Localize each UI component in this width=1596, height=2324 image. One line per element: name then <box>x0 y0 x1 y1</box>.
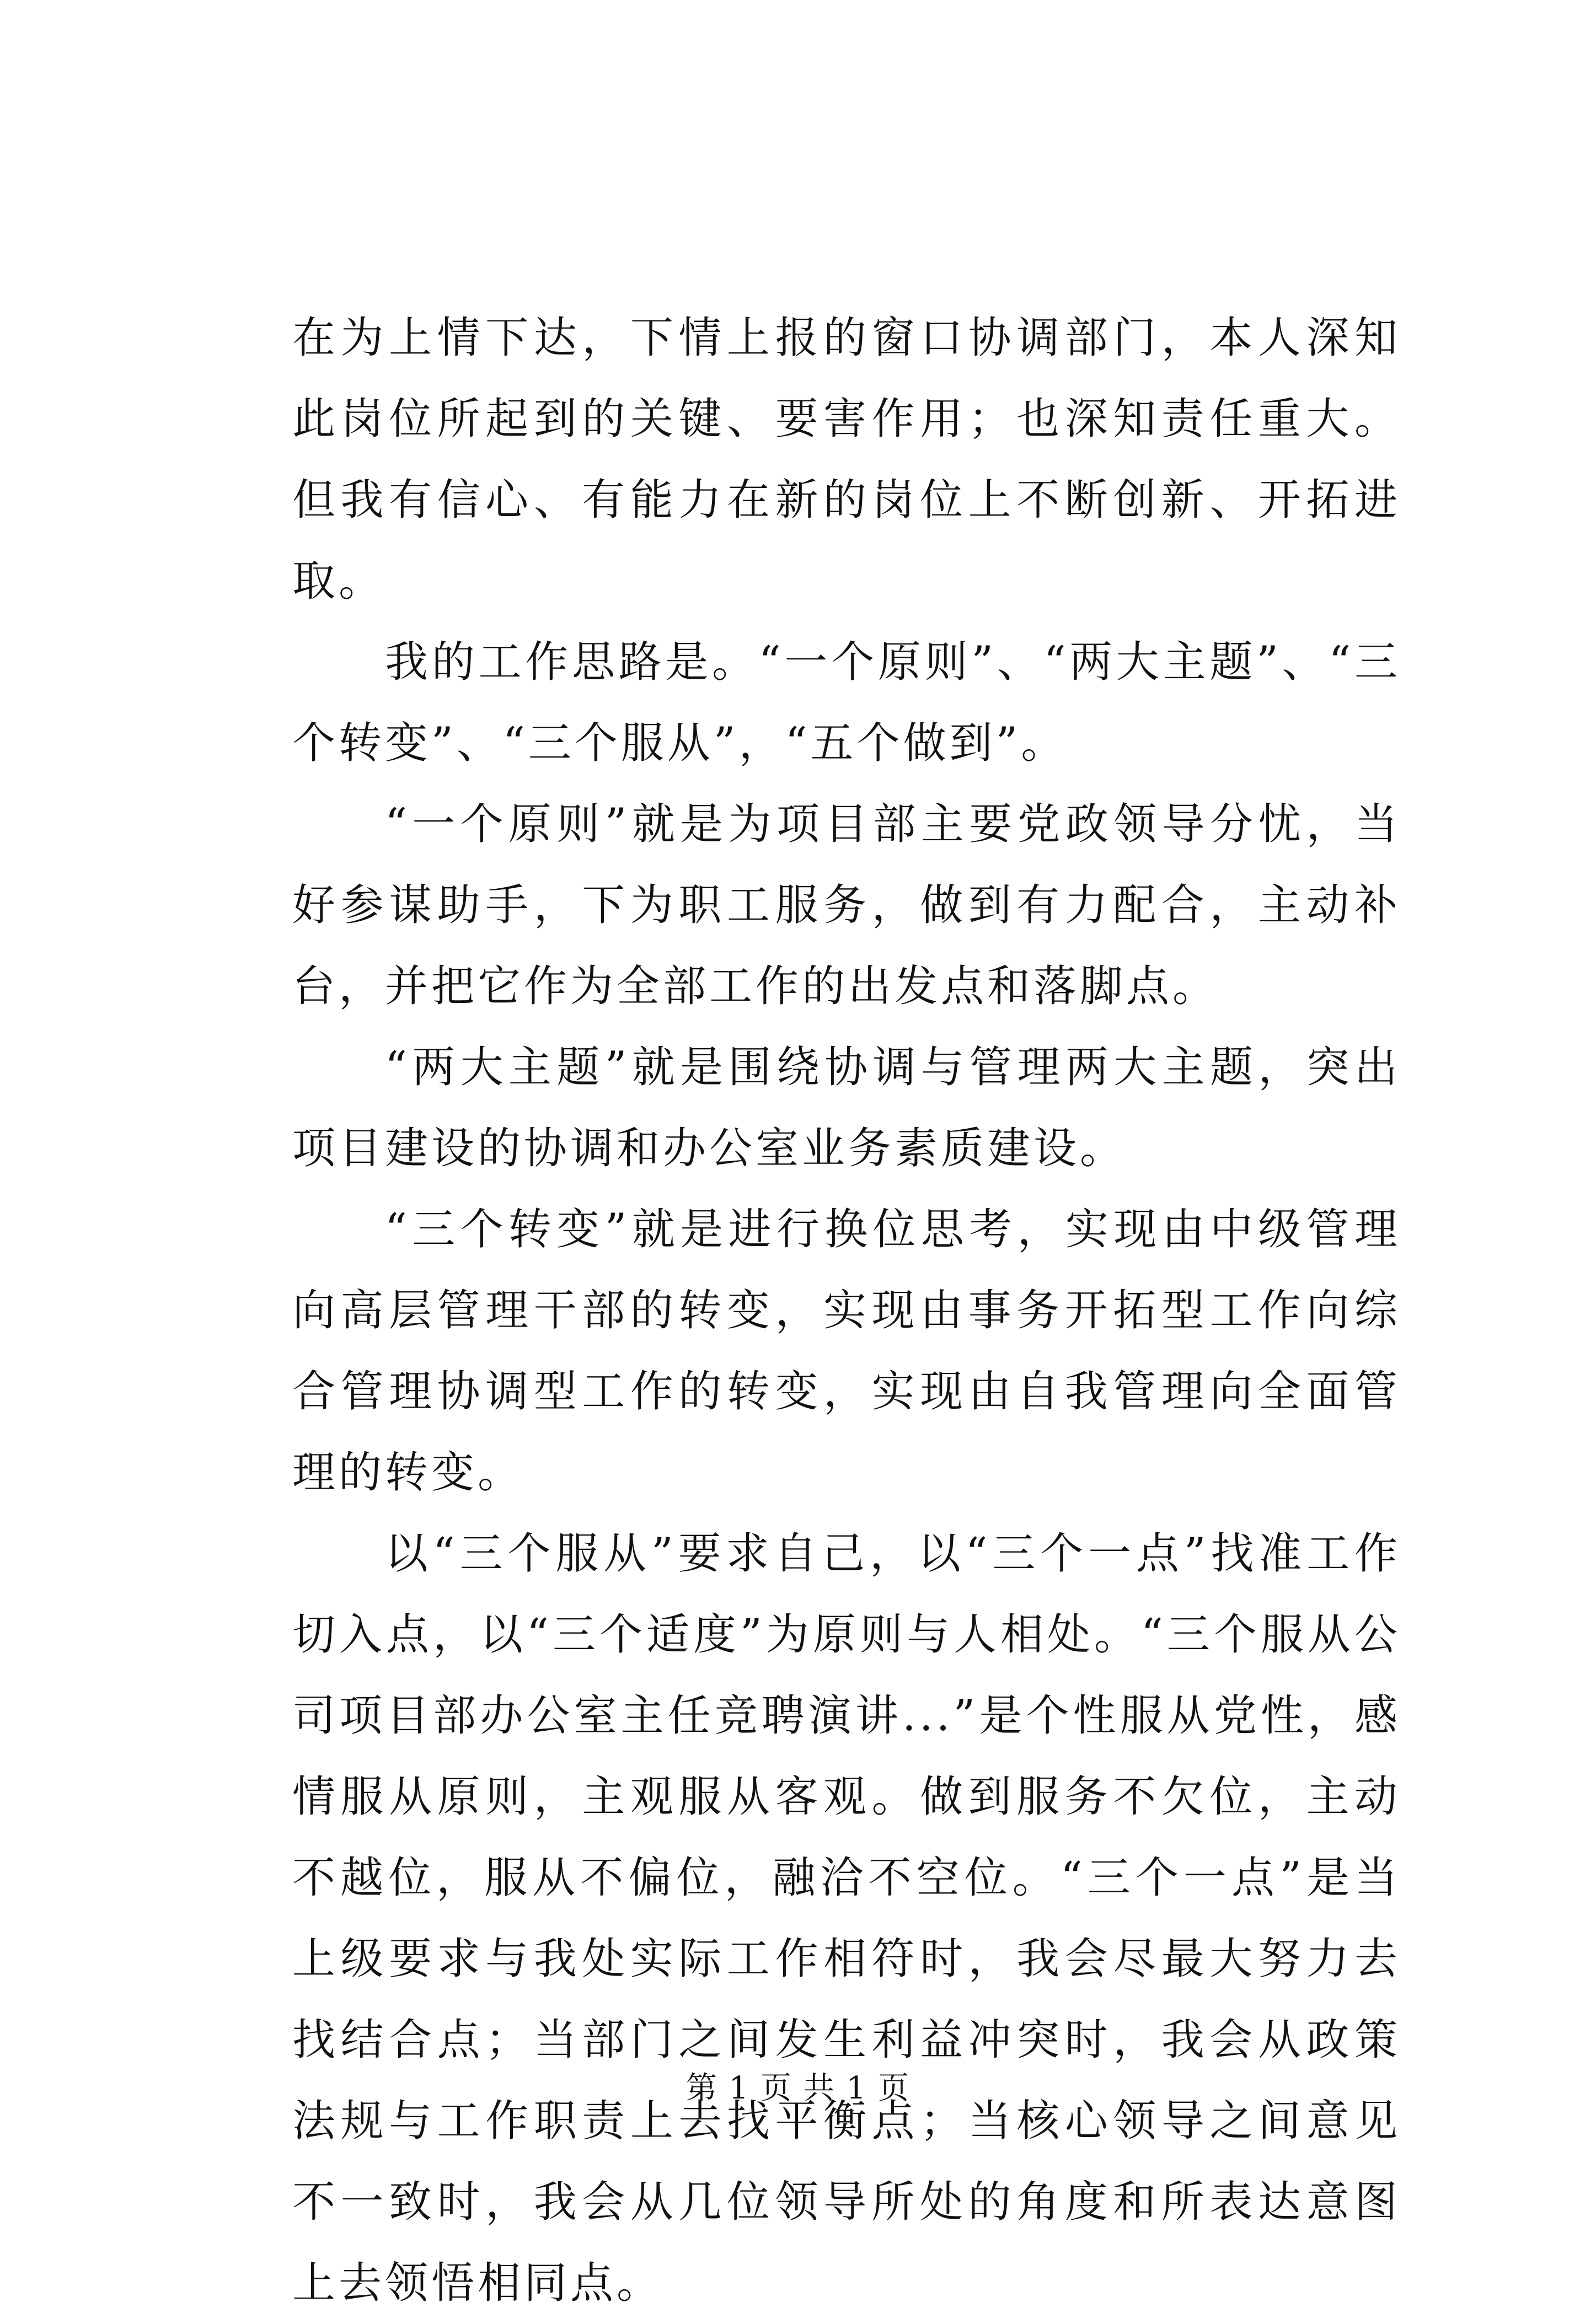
paragraph-three-changes: “三个转变”就是进行换位思考，实现由中级管理向高层管理干部的转变，实现由事务开拓型工作向综合管理协调型工作的转变，实现由自我管理向全面管理的转变。 <box>292 1205 1401 1498</box>
paragraph-work-ideas: 我的工作思路是。“一个原则”、“两大主题”、“三个转变”、“三个服从”，“五个做到”。 <box>292 637 1401 768</box>
document-body <box>292 298 1401 2324</box>
paragraph-intro: 在为上情下达，下情上报的窗口协调部门，本人深知此岗位所起到的关键、要害作用；也深知责任重大。但我有信心、有能力在新的岗位上不断创新、开拓进取。 <box>292 313 1401 606</box>
page-footer: 第 1 页 共 1 页 <box>685 2070 911 2106</box>
paragraph-three-obeys: 以“三个服从”要求自己，以“三个一点”找准工作切入点，以“三个适度”为原则与人相处。“三个服从公司项目部办公室主任竞聘演讲...”是个性服从党性，感情服从原则，主观服从客观。做到服务不欠位，主动不越位，服从不偏位，融洽不空位。“三个一点”是当上级要求与我处实际工作相符时，我会尽最大努力去找结合点；当部门之间发生利益冲突时，我会从政策法规与工作职责上去找平衡点；当核心领导之间意见不一致时，我会从几位领导所处的角度和所表达意图上去领悟相同点。 <box>292 1529 1401 2308</box>
paragraph-one-principle: “一个原则”就是为项目部主要党政领导分忧，当好参谋助手，下为职工服务，做到有力配合，主动补台，并把它作为全部工作的出发点和落脚点。 <box>292 799 1401 1011</box>
paragraph-two-themes: “两大主题”就是围绕协调与管理两大主题，突出项目建设的协调和办公室业务素质建设。 <box>292 1043 1401 1173</box>
